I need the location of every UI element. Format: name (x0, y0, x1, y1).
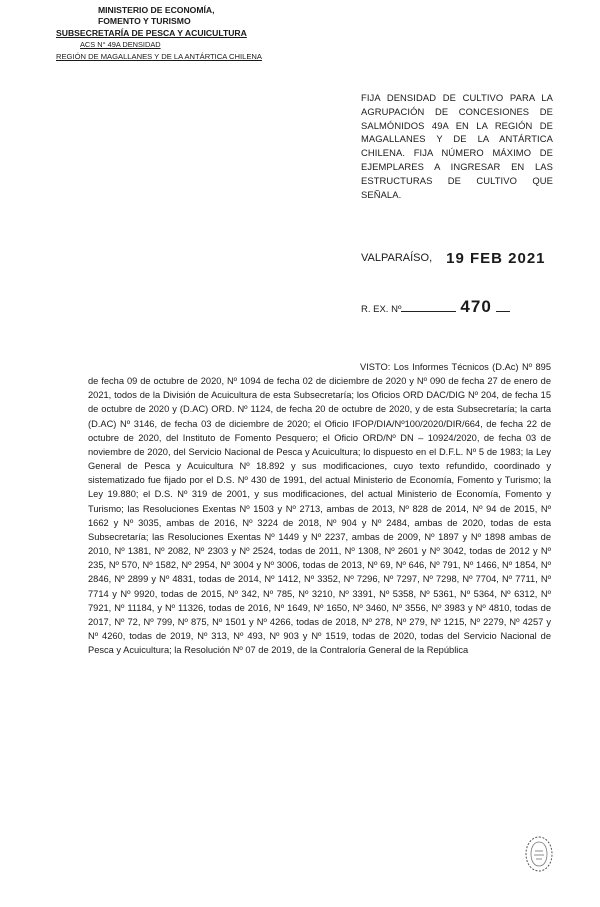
ministry-line-1: MINISTERIO DE ECONOMÍA, (98, 5, 215, 15)
place-date (361, 248, 546, 265)
resolution-number-value: 470 (460, 297, 492, 316)
institution-header (56, 5, 316, 62)
subject-block (361, 91, 553, 201)
acs-line: ACS N° 49A DENSIDAD (80, 40, 161, 50)
body-paragraph (88, 360, 551, 657)
seal-stamp-icon (521, 834, 557, 874)
date-stamp: 19 FEB 2021 (446, 250, 546, 267)
underline-blank (401, 301, 456, 312)
resolution-number (361, 297, 510, 317)
ministry-line-2: FOMENTO Y TURISMO (98, 16, 191, 27)
place: VALPARAÍSO, (361, 252, 433, 264)
region-line: REGIÓN DE MAGALLANES Y DE LA ANTÁRTICA CHILENA (56, 51, 262, 61)
resolution-prefix: R. EX. Nº (361, 304, 402, 315)
subsecretaria-line: SUBSECRETARÍA DE PESCA Y ACUICULTURA (56, 27, 247, 38)
visto-text: VISTO: Los Informes Técnicos (D.Ac) Nº 895 de fecha 09 de octubre de 2020, Nº 1094 de fecha 02 de diciembre de 2020 y Nº 090 de fecha 27 de enero de 2021, todos de la División de Acuicultura de esta Subsecretaría; los Oficios ORD DAC/DIG Nº 204, de fecha 15 de octubre de 2020 y (D.AC) ORD. Nº 1124, de fecha 20 de octubre de 2020, y de esta Subsecretaría; la carta (D.AC) Nº 3146, de fecha 03 de diciembre de 2020; el Oficio IFOP/DIA/Nº100/2020/DIR/664, de fecha 22 de octubre de 2020, del Instituto de Fomento Pesquero; el Oficio ORD/Nº DN – 10924/2020, de fecha 03 de noviembre de 2020, del Servicio Nacional de Pesca y Acuicultura; lo dispuesto en el D.F.L. Nº 5 de 1983; la Ley General de Pesca y Acuicultura Nº 18.892 y sus modificaciones, cuyo texto refundido, coordinado y sistematizado fue fijado por el D.S. Nº 430 de 1991, del actual Ministerio de Economía, Fomento y Turismo; la Ley 19.880; el D.S. Nº 319 de 2001, y sus modificaciones, del actual Ministerio de Economía, Fomento y Turismo; las Resoluciones Exentas Nº 1503 y Nº 2713, ambas de 2013, Nº 828 de 2014, Nº 94 de 2015, Nº 1662 y Nº 3035, ambas de 2016, Nº 3224 de 2018, Nº 904 y Nº 2484, ambas de 2020, todas de esta Subsecretaría; las Resoluciones Exentas Nº 1449 y Nº 2237, ambas de 2009, Nº 1897 y Nº 1898 ambas de 2010, Nº 1381, Nº 2082, Nº 2303 y Nº 2524, todas de 2011, Nº 1308, Nº 2601 y Nº 3042, todas de 2012 y Nº 235, Nº 570, Nº 1582, Nº 2954, Nº 3004 y Nº 3006, todas de 2013, Nº 69, Nº 646, Nº 791, Nº 1466, Nº 1854, Nº 2846, Nº 2899 y Nº 4831, todas de 2014, Nº 1412, Nº 3352, Nº 7296, Nº 7297, Nº 7298, Nº 7704, Nº 7711, Nº 7714 y Nº 9920, todas de 2015, Nº 342, Nº 785, Nº 3210, Nº 3391, Nº 5358, Nº 5361, Nº 5364, Nº 6312, Nº 7921, Nº 11184, y Nº 11326, todas de 2016, Nº 1649, Nº 1650, Nº 3460, Nº 3556, Nº 3983 y Nº 4810, todas de 2017, Nº 72, Nº 799, Nº 875, Nº 1501 y Nº 4266, todas de 2018, Nº 278, Nº 279, Nº 1215, Nº 2279, Nº 4257 y Nº 4260, todas de 2019, Nº 313, Nº 493, Nº 903 y Nº 1519, todas de 2020, todas del Servicio Nacional de Pesca y Acuicultura; la Resolución Nº 07 de 2019, de la Contraloría General de la República (88, 362, 551, 656)
subject-text: FIJA DENSIDAD DE CULTIVO PARA LA AGRUPACIÓN DE CONCESIONES DE SALMÓNIDOS 49A EN LA REGIÓN DE MAGALLANES Y DE LA ANTÁRTICA CHILENA. FIJA NÚMERO MÁXIMO DE EJEMPLARES A INGRESAR EN LAS ESTRUCTURAS DE CULTIVO QUE SEÑALA. (361, 92, 553, 200)
underline-blank (496, 301, 510, 312)
